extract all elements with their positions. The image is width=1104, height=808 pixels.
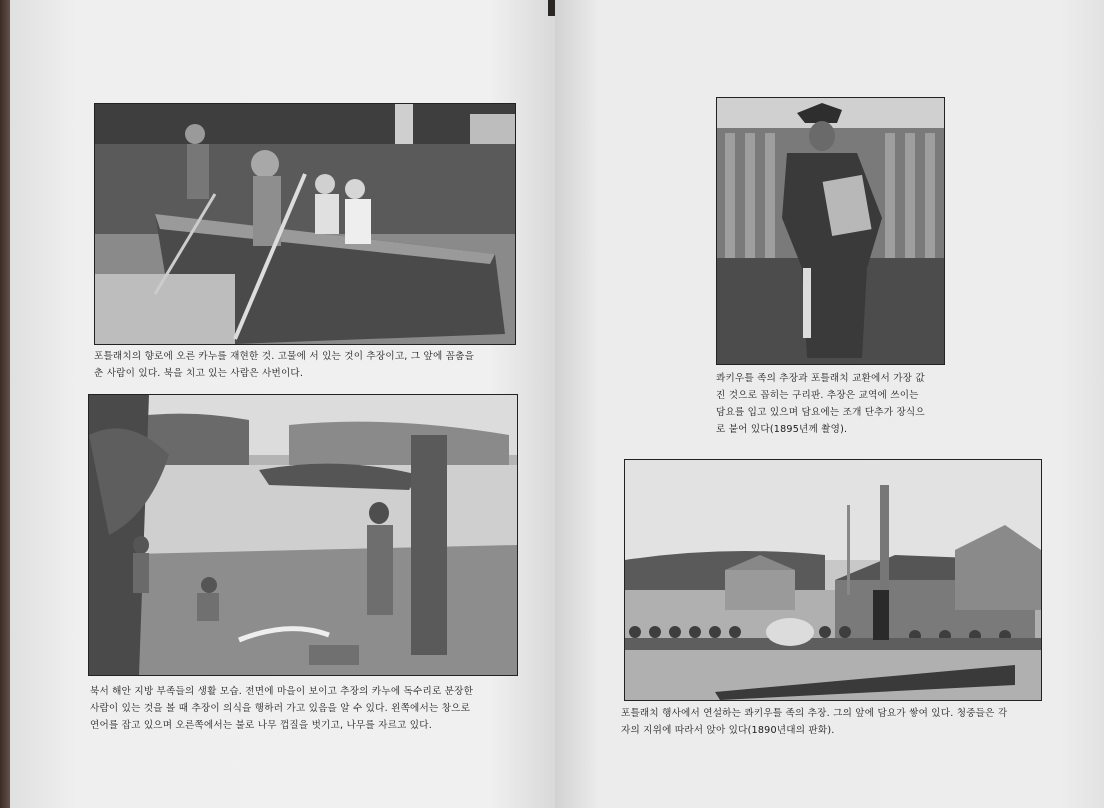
caption-kwakiutl-chief: 콰키우틀 족의 추장과 포틀래치 교환에서 가장 값 진 것으로 꼽히는 구리판. 추장은 교역에 쓰이는 담요를 입고 있으며 담요에는 조개 단추가 장식으 로 붙어 있다(1895년께 촬영). bbox=[716, 373, 925, 435]
photo-kwakiutl-chief bbox=[716, 97, 945, 365]
caption-canoe-diorama: 포틀래치의 향로에 오른 카누를 재현한 것. 고물에 서 있는 것이 추장이고, 그 앞에 꼼춤을 춘 사람이 있다. 북을 치고 있는 사람은 사번이다. bbox=[94, 351, 475, 379]
caption-village-painting: 북서 해안 지방 부족들의 생활 모습. 전면에 마을이 보이고 추장의 카누에 독수리로 분장한 사람이 있는 것을 볼 때 추장이 의식을 행하러 가고 있음을 알 수 있다. 왼쪽에서는 창으로 연어를 잡고 있으며 오른쪽에서는 불로 나무 껍질을 벗기고, 나무를 자르고 있다. bbox=[90, 686, 474, 731]
photo-village-painting bbox=[88, 394, 518, 676]
left-page bbox=[10, 0, 555, 808]
right-page bbox=[555, 0, 1104, 808]
photo-potlatch-engraving bbox=[624, 459, 1042, 701]
photo-canoe-diorama bbox=[94, 103, 516, 345]
caption-potlatch-engraving: 포틀래치 행사에서 연설하는 콰키우틀 족의 추장. 그의 앞에 담요가 쌓여 있다. 청중들은 각 자의 지위에 따라서 앉아 있다(1890년대의 판화). bbox=[621, 708, 1008, 736]
